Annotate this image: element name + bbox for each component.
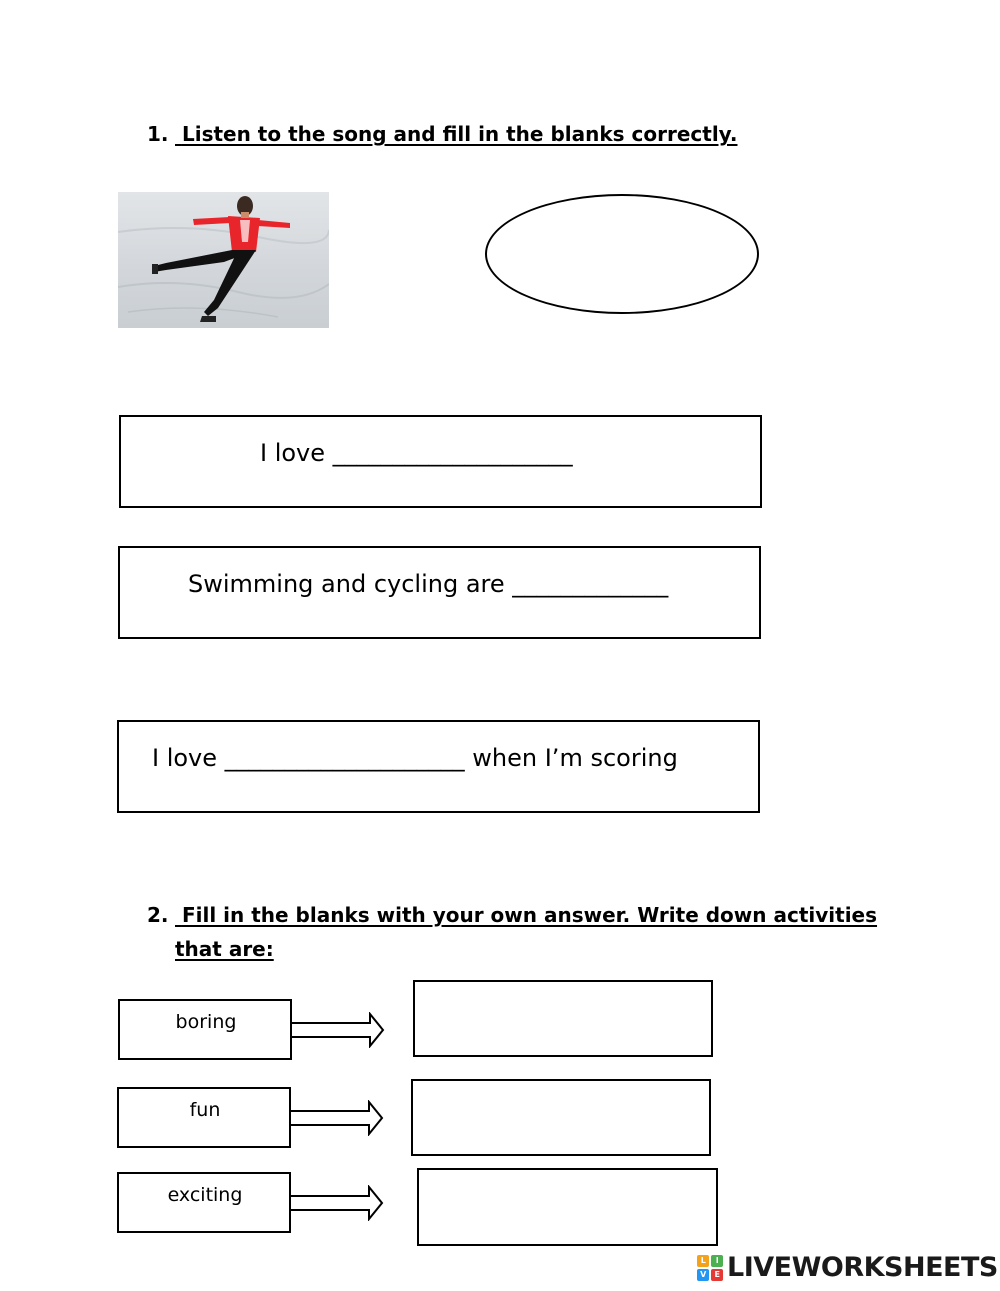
sentence-1-text: I love ____________________ bbox=[260, 439, 573, 467]
word-boring-label: boring bbox=[175, 1011, 237, 1033]
oval-answer-area[interactable] bbox=[485, 194, 759, 314]
answer-box-exciting[interactable] bbox=[417, 1168, 718, 1246]
arrow-right-icon bbox=[290, 1012, 386, 1048]
section-2-number: 2. bbox=[147, 903, 169, 927]
arrow-right-icon bbox=[289, 1185, 385, 1221]
liveworksheets-mark-icon: L I V E bbox=[697, 1255, 723, 1281]
section-1-title: Listen to the song and fill in the blanks correctly. bbox=[181, 122, 738, 146]
section-2-heading-line-2 bbox=[175, 932, 274, 966]
sentence-3-text: I love ____________________ when I’m scoring bbox=[152, 744, 678, 772]
word-box-boring bbox=[118, 999, 292, 1060]
section-1-heading bbox=[147, 117, 737, 151]
sentence-box-3[interactable] bbox=[117, 720, 760, 813]
word-box-fun bbox=[117, 1087, 291, 1148]
word-fun-label: fun bbox=[189, 1099, 221, 1121]
section-2-title-line-1: Fill in the blanks with your own answer. Write down activities bbox=[181, 903, 878, 927]
section-2-heading bbox=[147, 898, 877, 932]
word-exciting-label: exciting bbox=[167, 1184, 243, 1206]
figure-skater-image bbox=[118, 192, 329, 328]
liveworksheets-logo-text: LIVEWORKSHEETS bbox=[727, 1252, 998, 1283]
sentence-box-2[interactable] bbox=[118, 546, 761, 639]
answer-box-boring[interactable] bbox=[413, 980, 713, 1057]
sentence-box-1[interactable] bbox=[119, 415, 762, 508]
arrow-right-icon bbox=[289, 1100, 385, 1136]
answer-box-fun[interactable] bbox=[411, 1079, 711, 1156]
section-1-number: 1. bbox=[147, 122, 169, 146]
sentence-2-text: Swimming and cycling are _____________ bbox=[188, 570, 669, 598]
liveworksheets-logo bbox=[697, 1252, 998, 1283]
section-2-title-line-2: that are: bbox=[175, 937, 274, 961]
word-box-exciting bbox=[117, 1172, 291, 1233]
